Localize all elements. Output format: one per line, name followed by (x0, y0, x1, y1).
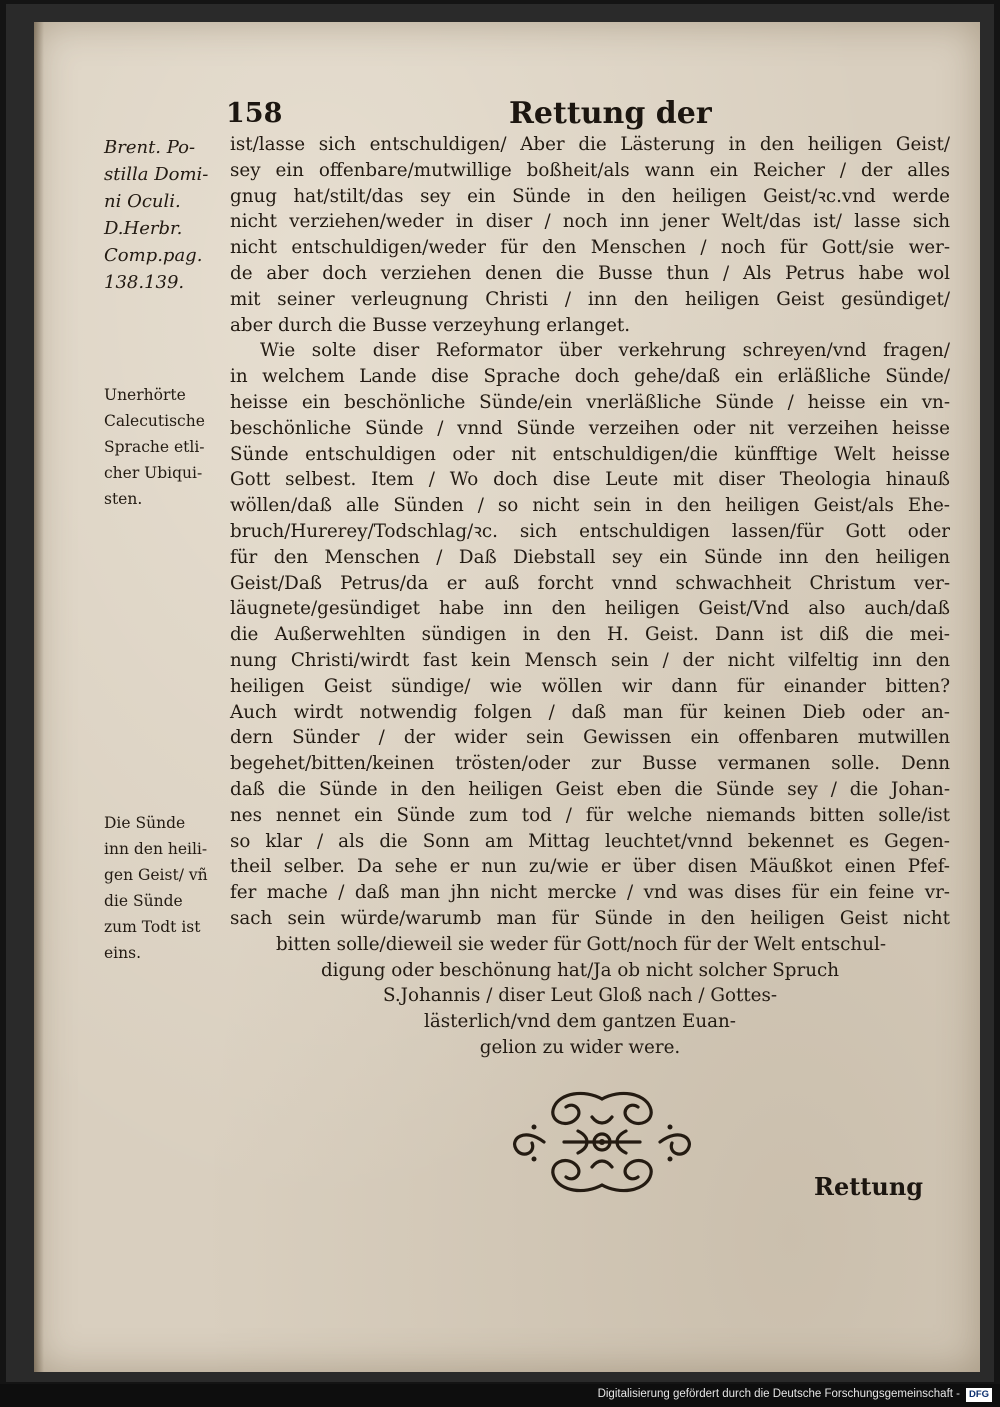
text-line: so klar / als die Sonn am Mittag leuchtet/vnnd bekennet es Gegen- (230, 830, 950, 852)
margin-note-calecutische (104, 382, 228, 512)
text-line: beschönliche Sünde / vnnd Sünde verzeihen oder nit verzeihen heisse (230, 417, 950, 439)
text-line: nicht verziehen/weder in diser / noch inn jener Welt/das ist/ lasse sich (230, 211, 950, 233)
margin-note-suende (104, 810, 228, 966)
text-line: S.Johannis / diser Leut Gloß nach / Gottes- (382, 985, 778, 1007)
margin-note-line: Die Sünde (104, 814, 186, 832)
margin-note-line: die Sünde (104, 892, 183, 910)
text-line: digung oder beschönung hat/Ja ob nicht solcher Spruch (320, 959, 840, 981)
margin-note-line: Unerhörte (104, 386, 186, 404)
margin-note-line: Comp.pag. (104, 245, 203, 266)
text-line: heisse ein beschönliche Sünde/ein vnerläßliche Sünde / heisse ein vn- (230, 391, 950, 413)
margin-note-line: Sprache etli- (104, 438, 205, 456)
catchword: Rettung (814, 1172, 924, 1201)
margin-note-line: Brent. Po- (104, 137, 196, 158)
body-text (230, 132, 950, 1061)
text-line: nes nennet ein Sünde zum tod / für welche niemands bitten solle/ist (230, 804, 950, 826)
margin-note-line: gen Geist/ vñ (104, 866, 208, 884)
text-line: Wie solte diser Reformator über verkehrung schreyen/vnd fragen/ (260, 340, 950, 362)
text-line: daß die Sünde in den heiligen Geist eben die Sünde sey / die Johan- (230, 778, 950, 800)
text-line: de aber doch verziehen denen die Busse thun / Als Petrus habe wol (230, 262, 950, 284)
funding-credit: Digitalisierung gefördert durch die Deutsche Forschungsgemeinschaft - (597, 1388, 960, 1400)
footer-bar (0, 1384, 1000, 1407)
text-line: Auch wirdt notwendig folgen / daß man für keinen Dieb oder an- (230, 701, 950, 723)
text-line: die Außerwehlten sündigen in den H. Geist. Dann ist diß die mei- (230, 624, 950, 646)
text-line: Sünde entschuldigen oder nit entschuldigen/die künfftige Welt heisse (230, 443, 950, 465)
page-edge-shadow (34, 22, 44, 1372)
margin-note-line: stilla Domi- (104, 164, 209, 185)
text-line: mit seiner verleugnung Christi / inn den heiligen Geist gesündiget/ (230, 288, 950, 310)
margin-note-line: Calecutische (104, 412, 205, 430)
text-line: gnug hat/stilt/das sey ein Sünde in den heiligen Geist/ꝛc.vnd werde (230, 185, 950, 207)
margin-note-line: inn den heili- (104, 840, 208, 858)
margin-note-line: sten. (104, 490, 143, 508)
text-line: dern Sünder / der wider sein Gewissen ein offenbaren mutwillen (230, 727, 950, 749)
margin-note-line: zum Todt ist (104, 918, 201, 936)
margin-note-reference (104, 134, 228, 296)
text-line: nicht entschuldigen/weder für den Menschen / noch für Gott/sie wer- (230, 237, 950, 259)
text-line: Geist/Daß Petrus/da er auß forcht vnnd schwachheit Christum ver- (230, 572, 950, 594)
running-head: Rettung der (509, 96, 712, 131)
text-line: begehet/bitten/keinen trösten/oder zur Busse vermanen solle. Denn (230, 753, 950, 775)
margin-note-line: cher Ubiqui- (104, 464, 203, 482)
margin-note-line: 138.139. (104, 272, 185, 293)
margin-note-line: eins. (104, 944, 141, 962)
text-line: theil selber. Da sehe er nun zu/wie er über disen Mäußkot einen Pfef- (230, 856, 950, 878)
text-line: bruch/Hurerey/Todschlag/ꝛc. sich entschuldigen lassen/für Gott oder (230, 520, 950, 542)
text-line: aber durch die Busse verzeyhung erlanget. (230, 314, 631, 336)
margin-note-line: ni Oculi. (104, 191, 181, 212)
text-line: sach sein würde/warumb man für Sünde in den heiligen Geist nicht (230, 907, 950, 929)
text-line: gelion zu wider were. (479, 1036, 681, 1058)
text-line: bitten solle/dieweil sie weder für Gott/noch für der Welt entschul- (275, 933, 886, 955)
text-line: sey ein offenbare/mutwillige boßheit/als wann ein Reicher / der alles (230, 159, 950, 181)
text-line: wöllen/daß alle Sünden / so nicht sein in den heiligen Geist/als Ehe- (230, 495, 950, 517)
text-line: in welchem Lande dise Sprache doch gehe/daß ein erläßliche Sünde/ (230, 366, 950, 388)
dfg-logo-icon: DFG (966, 1388, 992, 1402)
page-number: 158 (226, 98, 283, 129)
text-line: heiligen Geist sündige/ wie wöllen wir dann für einander bitten? (230, 675, 950, 697)
text-line: nung Christi/wirdt fast kein Mensch sein / der nicht vilfeltig inn den (230, 649, 950, 671)
text-line: für den Menschen / Daß Diebstall sey ein Sünde inn den heiligen (230, 546, 950, 568)
text-line: fer mache / daß man jhn nicht mercke / vnd was dises für ein feine vr- (230, 882, 950, 904)
printers-ornament-icon (504, 1087, 700, 1197)
text-line: lästerlich/vnd dem gantzen Euan- (424, 1011, 736, 1033)
book-page (34, 22, 980, 1372)
text-line: Gott selbest. Item / Wo doch dise Leute mit diser Theologia hinauß (230, 469, 950, 491)
text-line: ist/lasse sich entschuldigen/ Aber die Lästerung in den heiligen Geist/ (230, 134, 950, 155)
text-line: läugnete/gesündiget habe inn den heiligen Geist/Vnd also auch/daß (230, 598, 950, 620)
margin-note-line: D.Herbr. (104, 218, 183, 239)
